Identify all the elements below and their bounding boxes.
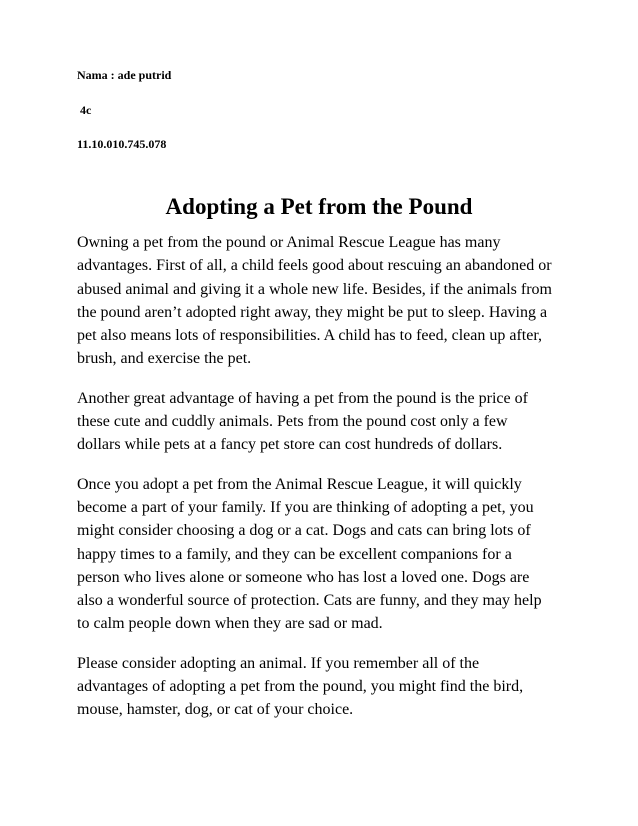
text-line: brush, and exercise the pet.	[77, 350, 252, 368]
text-line: Owning a pet from the pound or Animal Rescue League has many	[77, 234, 501, 251]
text-line: person who lives alone or someone who has lost a loved one. Dogs are	[77, 568, 530, 586]
text-line: Please consider adopting an animal. If you remember all of the	[77, 654, 480, 672]
text-line: dollars while pets at a fancy pet store can cost hundreds of dollars.	[77, 436, 503, 454]
text-line: might consider choosing a dog or a cat. Dogs and cats can bring lots of	[77, 522, 531, 540]
paragraph	[77, 387, 567, 457]
paragraph	[77, 473, 567, 636]
document-title: Adopting a Pet from the Pound	[165, 194, 473, 219]
text-line: Once you adopt a pet from the Animal Rescue League, it will quickly	[77, 475, 522, 493]
paragraph	[77, 652, 567, 722]
text-line: also a wonderful source of protection. Cats are funny, and they may help	[77, 592, 542, 610]
text-line: these cute and cuddly animals. Pets from the pound cost only a few	[77, 413, 508, 431]
paragraph	[77, 231, 567, 371]
text-line: the pound aren’t adopted right away, they might be put to sleep. Having a	[77, 303, 548, 321]
text-line: pet also means lots of responsibilities. A child has to feed, clean up after,	[77, 327, 543, 345]
student-info	[77, 68, 171, 151]
text-line: become a part of your family. If you are thinking of adopting a pet, you	[77, 498, 534, 516]
text-line: mouse, hamster, dog, or cat of your choice.	[77, 701, 354, 719]
document-body	[77, 231, 567, 738]
text-line: advantages. First of all, a child feels good about rescuing an abandoned or	[77, 257, 552, 275]
student-name: Nama : ade putrid	[77, 68, 172, 82]
student-id: 11.10.010.745.078	[77, 137, 167, 151]
text-line: abused animal and giving it a whole new life. Besides, if the animals from	[77, 280, 552, 298]
text-line: happy times to a family, and they can be excellent companions for a	[77, 545, 512, 563]
text-line: Another great advantage of having a pet from the pound is the price of	[77, 389, 528, 407]
text-line: to calm people down when they are sad or mad.	[77, 615, 383, 633]
text-line: advantages of adopting a pet from the pound, you might find the bird,	[77, 678, 524, 696]
student-class: 4c	[80, 103, 92, 117]
